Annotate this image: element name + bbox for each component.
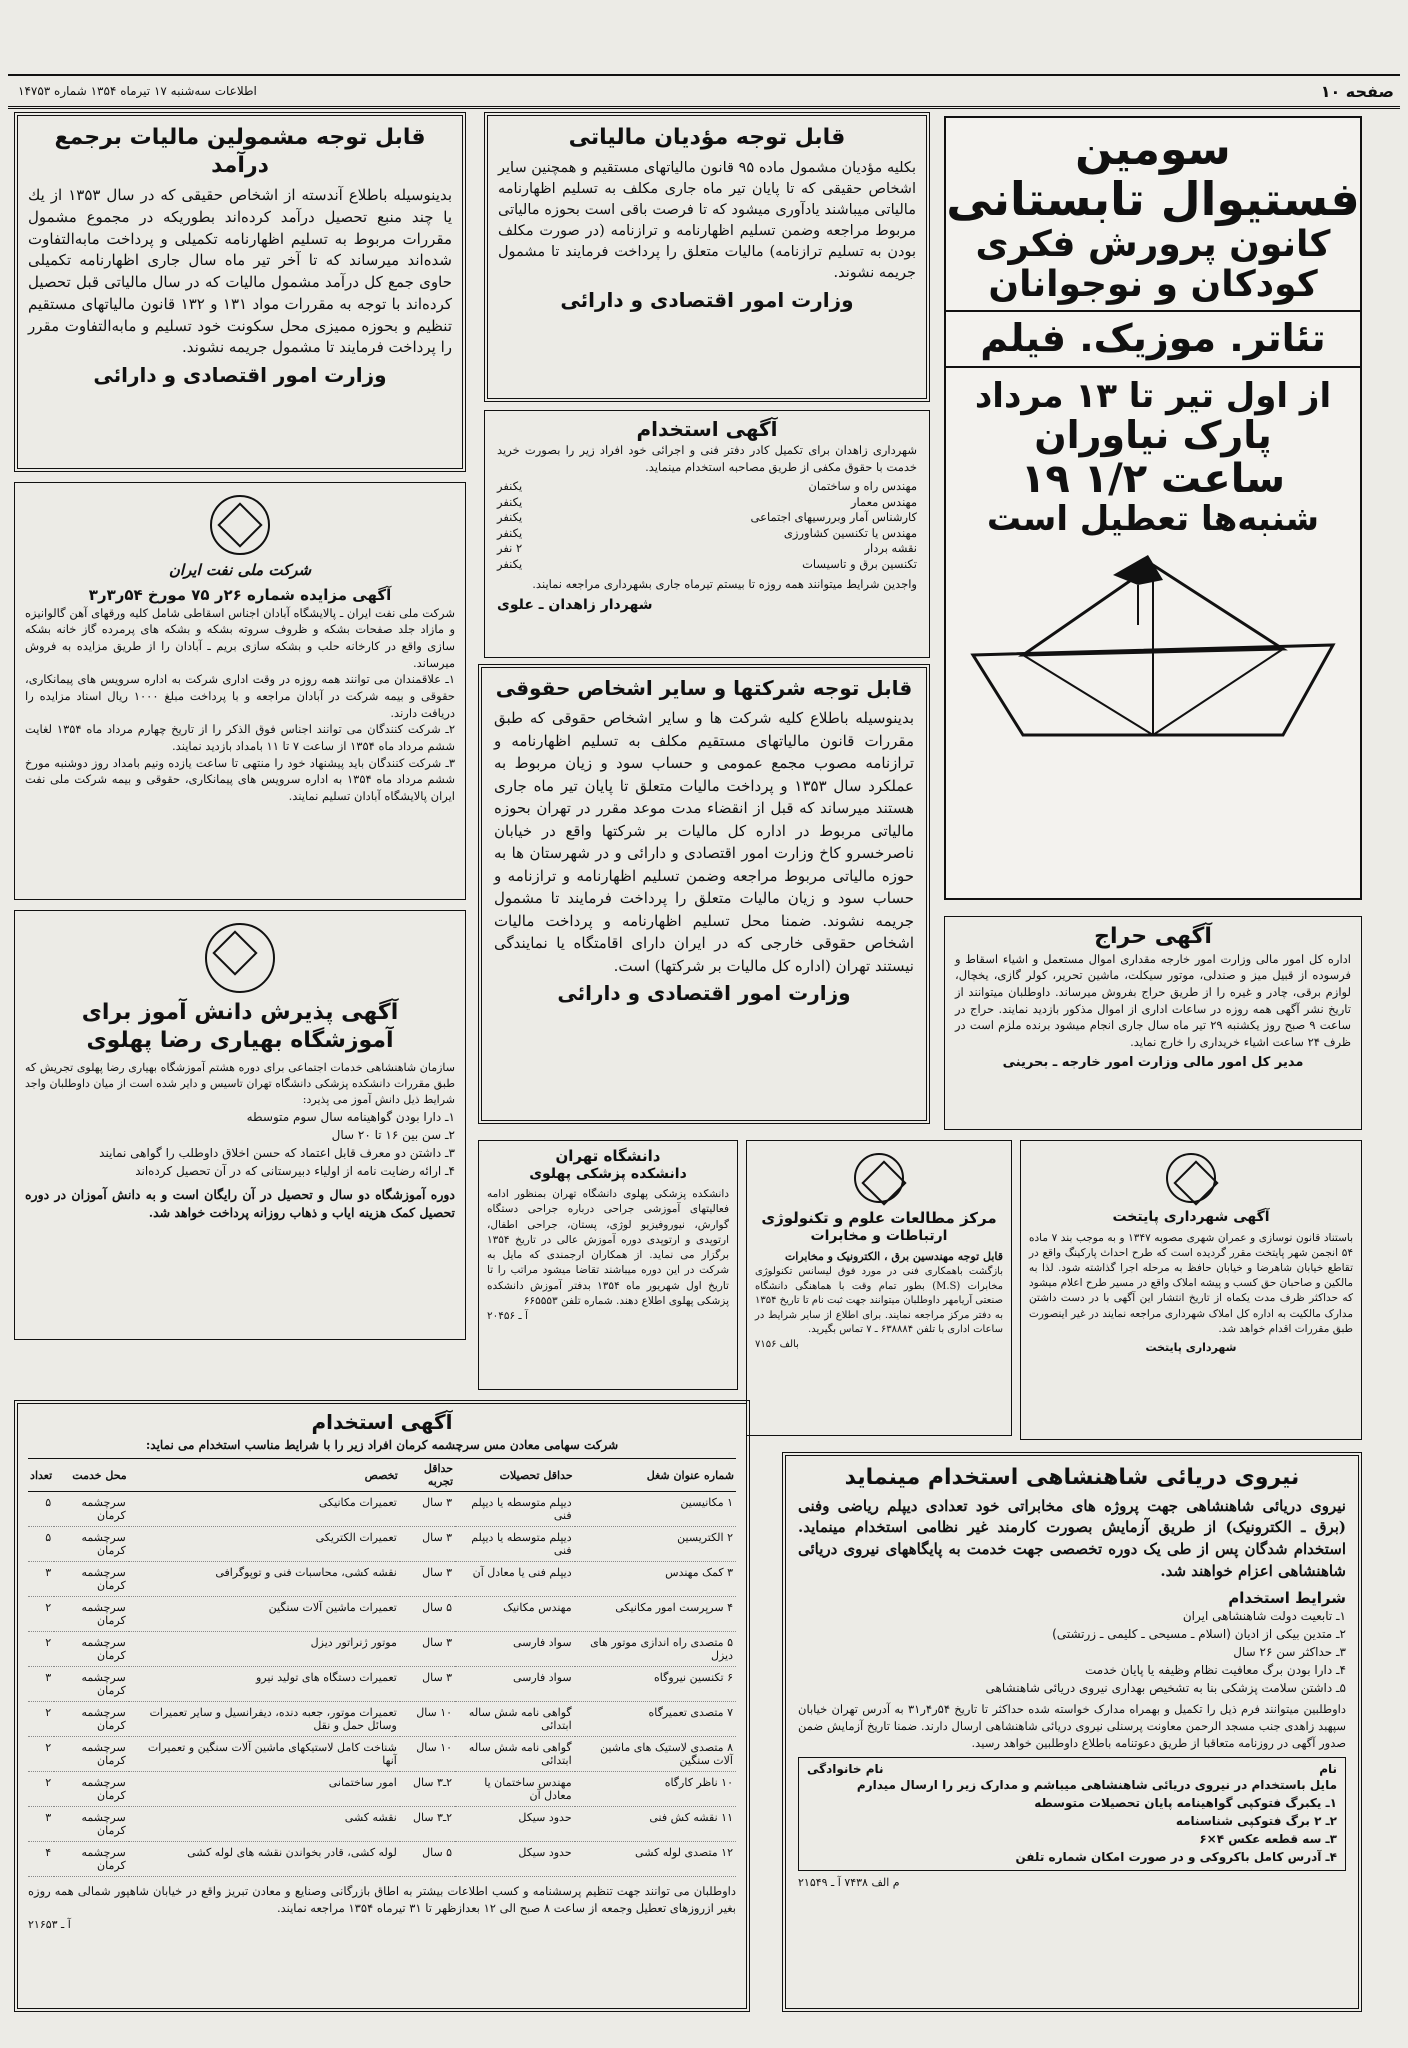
ad-condition: ۲ـ سن بین ۱۶ تا ۲۰ سال bbox=[331, 1127, 455, 1142]
ad-condition: ۳ـ داشتن دو معرف قابل اعتماد که حسن اخلاق داوطلب را گواهی نمایند bbox=[99, 1145, 455, 1160]
poster-line: ساعت ۱/۲ ۱۹ bbox=[1020, 456, 1286, 503]
ad-signature: مدیر کل امور مالی وزارت امور خارجه ـ بحرینی bbox=[1002, 1054, 1304, 1070]
ad-title: قابل توجه مشمولین مالیات برجمع درآمد bbox=[54, 125, 426, 178]
col-loc: محل خدمت bbox=[54, 1459, 129, 1492]
ad-title: آگهی مزایده شماره ۲۶ر ۷۵ مورخ ۵۴ر۳ر۳ bbox=[88, 585, 392, 604]
ad-body: بازگشت باهمکاری فنی در مورد فوق لیسانس تکنولوژی مخابرات (M.S) بطور تمام وقت با هماهنگی دانشگاه صنعتی آریامهر داوطلبان میتوانند جهت ثبت نام تا تاریخ ۱۳۵۴ به دفتر مرکز مراجعه نمایند. برای اطلاع از سایر شرایط در ساعات اداری با تلفن ۶۳۸۸۸۴ ـ ۷ تماس بگیرید. bbox=[755, 1266, 1004, 1336]
ad-behyari-school bbox=[14, 910, 466, 1340]
ad-condition: ۴ـ دارا بودن برگ معافیت نظام وظیفه یا پایان خدمت bbox=[1085, 1663, 1346, 1678]
poster-line: کانون پرورش فکری bbox=[975, 223, 1331, 265]
ad-title: قابل توجه مؤدیان مالیاتی bbox=[568, 125, 846, 150]
table-row: ۱۱ نقشه کش فنی حدود سیکل ۲ـ۳ سال نقشه کشی سرچشمه کرمان ۳ bbox=[28, 1807, 736, 1842]
application-form bbox=[798, 1757, 1346, 1871]
table-row: ۱۲ متصدی لوله کشی حدود سیکل ۵ سال لوله کشی، قادر بخواندن نقشه های لوله کشی سرچشمه کرمان ۴ bbox=[28, 1842, 736, 1877]
ad-subtitle: آموزشگاه بهیاری رضا پهلوی bbox=[86, 1027, 394, 1053]
logo-text: شرکت ملی نفت ایران bbox=[168, 561, 312, 579]
ad-intro: شرکت سهامی معادن مس سرچشمه کرمان افراد زیر را با شرایط مناسب استخدام می نماید: bbox=[145, 1438, 619, 1452]
ad-title: دانشگاه تهران bbox=[555, 1147, 661, 1165]
form-doc: ۲ـ ۲ برگ فتوکپی شناسنامه bbox=[1175, 1814, 1337, 1829]
ad-employment-zahedan bbox=[484, 410, 930, 658]
ad-signature: شهرداری پایتخت bbox=[1145, 1341, 1237, 1355]
ad-condition: ۵ـ داشتن سلامت پزشکی بنا به تشخیص بهداری نیروی دریائی شاهنشاهی bbox=[985, 1681, 1346, 1696]
conditions-title: شرایط استخدام bbox=[1228, 1588, 1346, 1607]
ad-body: بدینوسیله باطلاع کلیه شرکت ها و سایر اشخاص حقوقی که طبق مقررات قانون مالیاتهای مستقیم مکلف به تسلیم اظهارنامه و ترازنامه مصوب مجمع عمومی و حساب سود و زیان مربوط به عملکرد سال ۱۳۵۳ و پرداخت مالیات متعلق تا پایان تیر ماه جاری هستند میرساند که قبل از انقضاء مدت موعد مقرر در تهران بحوزه مالیاتی مربوط در اداره کل مالیات بر شرکتها واقع در خیابان ناصرخسرو کاخ وزارت امور اقتصادی و دارائی و در شهرستان ها به حوزه مالیاتی مربوط مراجعه وضمن تسلیم اظهارنامه و ترازنامه و حساب سود و زیان مالیات متعلق را پرداخت فرمایند تا مشمول جریمه نشوند. ضمنا محل تسلیم اظهارنامه و پرداخت مالیات اشخاص حقوقی خارجی که در ایران دارای اقامتگاه یا نمایندگی نیستند تهران (اداره کل مالیات بر شرکتها) است. bbox=[494, 709, 914, 975]
poster-line: از اول تیر تا ۱۳ مرداد bbox=[974, 375, 1332, 416]
paper-boat-illustration bbox=[963, 545, 1343, 745]
ad-details: داوطلبین میتوانند فرم ذیل را تکمیل و بهمراه مدارک خواسته شده حداکثر تا تاریخ ۵۴ر۴ر۳۱ به آدرس تهران خیابان سپهبد زاهدی جنب مسجد الرحمن معاونت پرسنلی نیروی دریائی شاهنشاهی ارسال دارند. ضمنا تاریخ آزمایش ضمن صدور آگهی در روزنامه متعاقبا از طریق دعوتنامه باطلاع داوطلبین خواهد رسید. bbox=[798, 1702, 1346, 1750]
ad-clause: ۲ـ شرکت کنندگان می توانند اجناس فوق الذکر را از تاریخ چهارم مرداد ماه ۱۳۵۴ لغایت ششم مرداد ماه ۱۳۵۴ از ساعت ۷ تا ۱۱ بامداد بازدید نمایند. bbox=[25, 722, 455, 753]
ad-title: آگهی حراج bbox=[1094, 924, 1212, 949]
table-row: ۷ متصدی تعمیرگاه گواهی نامه شش ساله ابتدائی ۱۰ سال تعمیرات موتور، جعبه دنده، دیفرانسیل و سایر تعمیرات وسائل حمل و نقل سرچشمه کرمان ۲ bbox=[28, 1702, 736, 1737]
ad-footer: دوره آموزشگاه دو سال و تحصیل در آن رایگان است و به دانش آموزان در دوره تحصیل کمک هزینه ایاب و ذهاب روزانه پرداخت خواهد شد. bbox=[25, 1186, 455, 1220]
ad-body: اداره کل امور مالی وزارت امور خارجه مقداری اموال مستعمل و اشیاء اسقاط و فرسوده از قبیل میز و صندلی، موتور سیکلت، ماشین تحریر، کولر گازی، یخچال، لوازم برقی، چادر و غیره را از طریق حراج بفروش میرساند. داوطلبان میتوانند از تاریخ نشر آگهی همه روزه در ساعات اداری از اموال مذکور بازدید نمایند. حراج در ساعت ۹ صبح روز یکشنبه ۲۹ تیر ماه سال جاری انجام میشود برنده ملزم است در ظرف ۲۴ ساعت اشیاء خریداری را خارج نماید. bbox=[955, 951, 1352, 1049]
ad-code: آ ـ ۲۰۴۵۶ bbox=[487, 1310, 528, 1322]
ad-tax-payers bbox=[484, 112, 930, 402]
col-job: شماره عنوان شغل bbox=[575, 1459, 736, 1492]
position-row: نقشه بردار ۲ نفر bbox=[497, 541, 917, 556]
table-row: ۶ تکنسین نیروگاه سواد فارسی ۳ سال تعمیرات دستگاه های تولید نیرو سرچشمه کرمان ۳ bbox=[28, 1667, 736, 1702]
ad-oil-company bbox=[14, 482, 466, 900]
ad-body: باستناد قانون نوسازی و عمران شهری مصوبه ۱۳۴۷ و به موجب بند ۷ ماده ۵۴ انجمن شهر پایتخت مقرر گردیده است که طرح احداث پارکینگ واقع در تقاطع خیابان شاهرضا و خیابان حافظ به مرحله اجرا گذاشته شود. لذا به مالکین و صاحبان حق کسب و پیشه املاک واقع در مسیر طرح اعلام میشود که حداکثر ظرف مدت یکماه از تاریخ انتشار این آگهی با در دست داشتن مدارک مالکیت به اداره کل املاک شهرداری مراجعه نمایند در غیر اینصورت طبق مقررات اقدام خواهد شد. bbox=[1029, 1231, 1353, 1335]
nioc-logo-icon bbox=[210, 495, 270, 555]
ad-tax-individuals bbox=[14, 112, 466, 472]
ad-condition: ۳ـ حداکثر سن ۲۶ سال bbox=[1233, 1645, 1346, 1660]
ad-body: دانشکده پزشکی پهلوی دانشگاه تهران بمنظور ادامه فعالیتهای آموزشی جراحی درباره جراحی دستگاه گوارش، نیوروفیزیو لوژی، پستان، جراحی اطفال، ارتوپدی و ارتوپدی دوره آموزش عالی در تاریخ ۱۳۵۴ برگزار می نماید. از همکاران ارجمندی که مایل به شرکت در این دوره میباشند تقاضا میشود مراتب را تا تاریخ اول شهریور ماه ۱۳۵۴ بدفتر آموزش دانشکده پزشکی پهلوی اطلاع دهند. شماره تلفن ۶۶۵۵۵۳ bbox=[487, 1188, 729, 1307]
ad-signature: وزارت امور اقتصادی و دارائی bbox=[560, 287, 854, 312]
poster-line: کودکان و نوجوانان bbox=[988, 263, 1318, 305]
ad-intro: شهرداری زاهدان برای تکمیل کادر دفتر فنی و اجرائی خود افراد زیر را بصورت خرید خدمت با حقوق مکفی از طریق مصاحبه استخدام مینماید. bbox=[497, 443, 917, 474]
ad-clause: ۳ـ شرکت کنندگان باید پیشنهاد خود را منتهی تا ساعت یازده ونیم بامداد روز دوشنبه مورخ ششم مرداد ماه ۱۳۵۴ به اداره سرویس های پیمانکاری، حقوقی و بیمه شرکت ملی نفت ایران پالایشگاه آبادان تسلیم نمایند. bbox=[25, 755, 455, 803]
ad-code: آ ـ ۲۱۶۵۳ bbox=[28, 1917, 71, 1931]
table-row: ۱۰ ناظر کارگاه مهندس ساختمان یا معادل آن ۲ـ۳ سال امور ساختمانی سرچشمه کرمان ۲ bbox=[28, 1772, 736, 1807]
table-row: ۲ الکتریسین دیپلم متوسطه یا دیپلم فنی ۳ سال تعمیرات الکتریکی سرچشمه کرمان ۵ bbox=[28, 1527, 736, 1562]
ad-body: شرکت ملی نفت ایران ـ پالایشگاه آبادان اجناس اسقاطی شامل کلیه ورقهای آهن گالوانیزه و مازاد جلد صفحات بشکه و ظروف سروته بشکه و بشکه های پرمرده گاز خانه بشکه سازی واقع در کارخانه حلب و بشکه سازی بریم ـ آبادان را از طریق مزایده به فروش میرساند. bbox=[25, 605, 455, 670]
ad-title: مرکز مطالعات علوم و تکنولوژی bbox=[761, 1209, 997, 1227]
page-header bbox=[8, 74, 1400, 109]
poster-line: سومین bbox=[1075, 124, 1231, 175]
ad-title: قابل توجه شرکتها و سایر اشخاص حقوقی bbox=[495, 676, 913, 700]
form-intro: مایل باستخدام در نیروی دریائی شاهنشاهی میباشم و مدارک زیر را ارسال میدارم bbox=[856, 1778, 1337, 1793]
jobs-table bbox=[28, 1458, 736, 1877]
ad-sarcheshmeh-employment bbox=[14, 1400, 750, 2012]
ad-condition: ۱ـ تابعیت دولت شاهنشاهی ایران bbox=[1182, 1609, 1346, 1624]
ad-subtitle: ارتباطات و مخابرات bbox=[810, 1227, 948, 1244]
table-row: ۵ متصدی راه اندازی موتور های دیزل سواد فارسی ۳ سال موتور ژنراتور دیزل سرچشمه کرمان ۲ bbox=[28, 1632, 736, 1667]
ad-body: سازمان شاهنشاهی خدمات اجتماعی برای دوره هشتم آموزشگاه بهیاری رضا پهلوی تجریش که طبق مقررات دانشکده پزشکی دانشگاه تهران تاسیس و دایر شده است از میان داوطلبان واجد شرایط ذیل دانش آموز می پذیرد: bbox=[25, 1061, 455, 1106]
ad-subtitle: دانشکده پزشکی پهلوی bbox=[529, 1165, 687, 1182]
ad-body: بکلیه مؤدیان مشمول ماده ۹۵ قانون مالیاتهای مستقیم و همچنین سایر اشخاص حقیقی که تا پایان تیر ماه جاری مکلف به تسلیم اظهارنامه مالیاتی میباشند یادآوری میشود که تا فرصت باقی است بحوزه مالیاتی مربوط مراجعه وضمن تسلیم اظهارنامه و ترازنامه (در صورت مکلف بودن به تسلیم ترازنامه) مالیات متعلق را پرداخت فرمایند تا مشمول جریمه نشوند. bbox=[498, 159, 916, 281]
ad-navy bbox=[782, 1452, 1362, 2012]
ad-clause: ۱ـ علاقمندان می توانند همه روزه در وقت اداری شرکت به اداره سرویس های پیمانکاری، حقوقی و بیمه شرکت در آبادان مراجعه و با پرداخت مبلغ ۱۰۰۰ ریال اسناد مزایده را دریافت دارند. bbox=[25, 672, 455, 720]
ad-tehran-university bbox=[478, 1140, 738, 1390]
date-line: اطلاعات سه‌شنبه ۱۷ تیرماه ۱۳۵۴ شماره ۱۴۷۵۳ bbox=[18, 84, 257, 98]
ad-condition: ۴ـ ارائه رضایت نامه از اولیاء دبیرستانی که در آن تحصیل کرده‌اند bbox=[135, 1163, 455, 1178]
position-row: مهندس راه و ساختمان یکنفر bbox=[497, 479, 917, 494]
ad-title: نیروی دریائی شاهنشاهی استخدام مینماید bbox=[844, 1465, 1300, 1490]
ad-signature: وزارت امور اقتصادی و دارائی bbox=[557, 981, 851, 1005]
col-edu: حداقل تحصیلات bbox=[455, 1459, 575, 1492]
table-row: ۸ متصدی لاستیک های ماشین آلات سنگین گواهی نامه شش ساله ابتدائی ۱۰ سال شناخت کامل لاستیکهای ماشین آلات سنگین و تعمیرات آنها سرچشمه کرمان ۲ bbox=[28, 1737, 736, 1772]
ad-code: بالف ۷۱۵۶ bbox=[755, 1338, 799, 1350]
col-spec: تخصص bbox=[129, 1459, 400, 1492]
table-row: ۱ مکانیسین دیپلم متوسطه یا دیپلم فنی ۳ سال تعمیرات مکانیکی سرچشمه کرمان ۵ bbox=[28, 1492, 736, 1527]
ad-science-center bbox=[746, 1140, 1012, 1436]
poster-line: فستیوال تابستانی bbox=[946, 172, 1360, 227]
ad-signature: شهردار زاهدان ـ علوی bbox=[497, 597, 653, 614]
social-services-emblem-icon bbox=[205, 923, 275, 993]
ad-note: واجدین شرایط میتوانند همه روزه تا بیستم تیرماه جاری بشهرداری مراجعه نمایند. bbox=[532, 577, 917, 592]
ad-legal-entities bbox=[478, 664, 930, 1124]
page-number: صفحه ۱۰ bbox=[1320, 81, 1394, 101]
position-row: کارشناس آمار وبررسیهای اجتماعی یکنفر bbox=[497, 510, 917, 525]
ad-signature: وزارت امور اقتصادی و دارائی bbox=[93, 363, 387, 387]
position-row: مهندس یا تکنسین کشاورزی یکنفر bbox=[497, 525, 917, 540]
ad-title: آگهی پذیرش دانش آموز برای bbox=[81, 1000, 399, 1025]
table-header-row bbox=[28, 1459, 736, 1492]
form-doc: ۳ـ سه قطعه عکس ۴×۶ bbox=[1199, 1832, 1337, 1847]
ad-lead: قابل توجه مهندسین برق ، الکترونیک و مخابرات bbox=[784, 1250, 1003, 1264]
position-row: مهندس معمار یکنفر bbox=[497, 494, 917, 509]
position-row: تکنسین برق و تاسیسات یکنفر bbox=[497, 556, 917, 571]
ad-title: آگهی استخدام bbox=[636, 417, 778, 441]
ad-intro: نیروی دریائی شاهنشاهی جهت پروژه های مخابراتی خود تعدادی دیپلم ریاضی وفنی (برق ـ الکترونیک) از طریق آزمایش بصورت کارمند غیر نظامی استخدام مینماید. استخدام شدگان پس از طی یک دوره تخصصی جهت خدمت به پایگاههای نیروی دریائی شاهنشاهی اعزام خواهند شد. bbox=[798, 1496, 1346, 1580]
ad-code: م الف ۷۴۳۸ آ ـ ۲۱۵۴۹ bbox=[798, 1876, 900, 1890]
poster-line: تئاتر. موزیک. فیلم bbox=[980, 316, 1326, 361]
ad-title: آگهی استخدام bbox=[311, 1410, 453, 1434]
table-row: ۳ کمک مهندس دیپلم فنی یا معادل آن ۳ سال نقشه کشی، محاسبات فنی و توپوگرافی سرچشمه کرمان ۳ bbox=[28, 1562, 736, 1597]
form-doc: ۱ـ یکبرگ فتوکپی گواهینامه پایان تحصیلات متوسطه bbox=[1034, 1796, 1337, 1811]
ad-title: آگهی شهرداری پایتخت bbox=[1112, 1209, 1270, 1225]
form-doc: ۴ـ آدرس کامل باکروکی و در صورت امکان شماره تلفن bbox=[1015, 1850, 1337, 1865]
ad-auction bbox=[944, 916, 1362, 1130]
col-exp: حداقل تجربه bbox=[400, 1459, 455, 1492]
poster-line: پارک نیاوران bbox=[1034, 413, 1272, 458]
festival-poster bbox=[944, 116, 1362, 900]
center-logo-icon bbox=[854, 1153, 904, 1203]
ad-condition: ۱ـ دارا بودن گواهینامه سال سوم متوسطه bbox=[246, 1109, 455, 1124]
ad-municipality bbox=[1020, 1140, 1362, 1440]
poster-line: شنبه‌ها تعطیل است bbox=[986, 499, 1320, 540]
form-name-label: نام bbox=[1319, 1762, 1337, 1777]
ad-body: بدینوسیله باطلاع آندسته از اشخاص حقیقی که در سال ۱۳۵۳ از یك یا چند منبع تحصیل درآمد کرده‌اند بطوریکه در مجموع مشمول مقررات مربوط به تسلیم اظهارنامه تکمیلی و پرداخت مابه‌التفاوت شده‌اند میرساند که تا آخر تیر ماه سال جاری اظهارنامه تکمیلی حاوی جمع کل درآمد مشمول مالیات که در سال مالیاتی قبل تحصیل کرده‌اند با توجه به مقررات مواد ۱۳۱ و ۱۳۲ قانون مالیاتهای مستقیم تنظیم و بحوزه ممیزی محل سکونت خود تسلیم و مابه‌التفاوت مقرر را پرداخت فرمایند تا مشمول جریمه نشوند. bbox=[28, 186, 452, 357]
ad-condition: ۲ـ متدین بیکی از ادیان (اسلام ـ مسیحی ـ کلیمی ـ زرتشتی) bbox=[1052, 1627, 1346, 1642]
municipality-logo-icon bbox=[1166, 1153, 1216, 1203]
ad-footer: داوطلبان می توانند جهت تنظیم پرسشنامه و کسب اطلاعات بیشتر به اطاق بازرگانی وصنایع و معادن تبریز واقع در خیابان شاهپور شمالی همه روزه بغیر ازروزهای تعطیل وجمعه از ساعت ۸ صبح الی ۱۲ بعدازظهر تا ۳۱ تیرماه ۱۳۵۴ مراجعه نمایند. bbox=[28, 1884, 736, 1916]
col-count: تعداد bbox=[28, 1459, 54, 1492]
form-family-label: نام خانوادگی bbox=[807, 1762, 884, 1777]
table-row: ۴ سرپرست امور مکانیکی مهندس مکانیک ۵ سال تعمیرات ماشین آلات سنگین سرچشمه کرمان ۲ bbox=[28, 1597, 736, 1632]
